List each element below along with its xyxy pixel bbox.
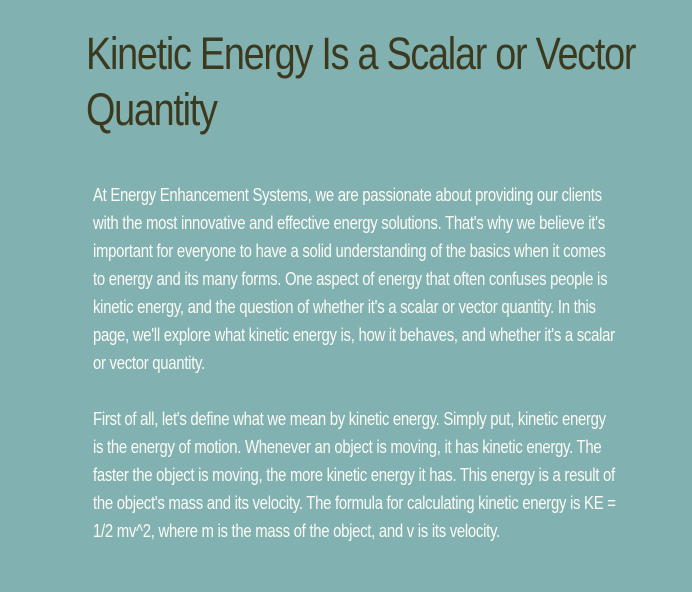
- page-title: Kinetic Energy Is a Scalar or Vector Quantity: [86, 28, 636, 135]
- definition-paragraph: First of all, let's define what we mean by kinetic energy. Simply put, kinetic energy is the energy of motion. Whenever an object is moving, it has kinetic energy. The faster the object is moving, the more kinetic energy it has. This energy is a result of the object's mass and its velocity. The formula for calculating kinetic energy is KE = 1/2 mv^2, where m is the mass of the object, and v is its velocity.: [93, 409, 616, 541]
- article-body: [93, 181, 618, 545]
- intro-paragraph: At Energy Enhancement Systems, we are passionate about providing our clients with the most innovative and effective energy solutions. That's why we believe it's important for everyone to have a solid understanding of the basics when it comes to energy and its many forms. One aspect of energy that often confuses people is kinetic energy, and the question of whether it's a scalar or vector quantity. In this page, we'll explore what kinetic energy is, how it behaves, and whether it's a scalar or vector quantity.: [93, 185, 615, 373]
